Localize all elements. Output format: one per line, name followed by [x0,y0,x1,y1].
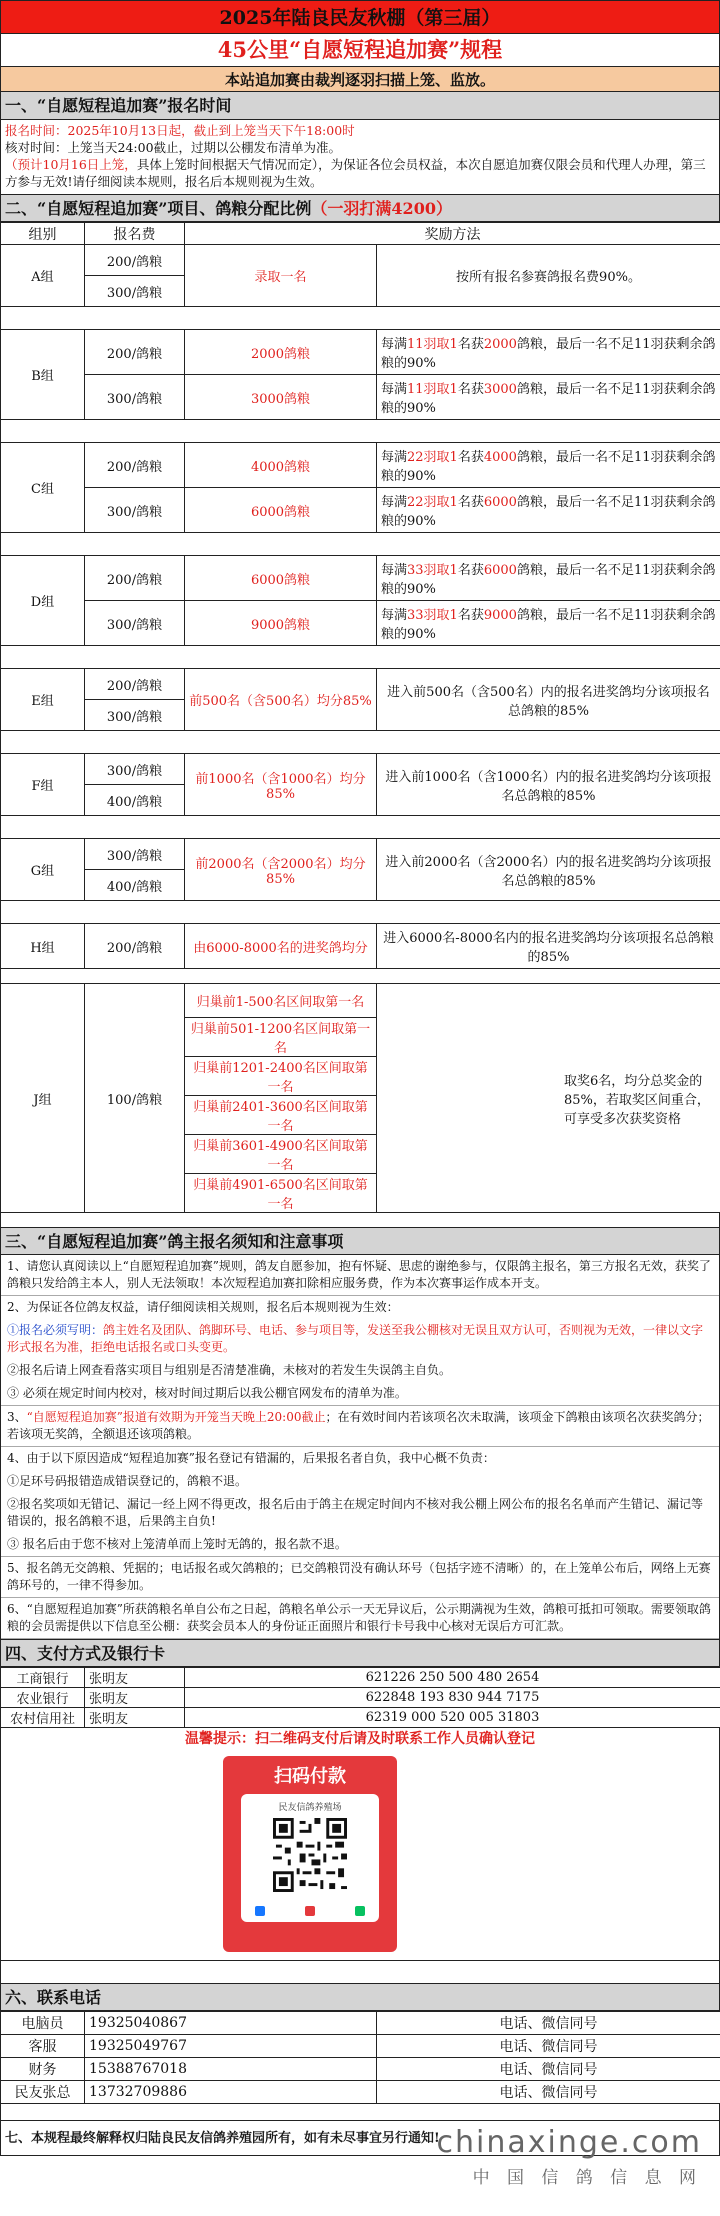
group-prize: 录取一名 [185,245,377,307]
group-fee: 200/鸽粮 [85,245,185,276]
method-part: 6000 [483,563,517,578]
j-range: 归巢前3601-4900名区间取第一名 [185,1135,377,1174]
group-prize: 前500名（含500名）均分85% [185,669,377,731]
group-fee: 200/鸽粮 [85,556,185,601]
group-fee: 300/鸽粮 [85,839,185,870]
group-method [377,330,720,375]
group-prize: 由6000-8000名的进奖鸽均分 [185,924,377,969]
method-part: 22羽取1 [407,450,458,465]
group-method [377,488,720,533]
contact-role: 财务 [1,2058,85,2081]
main-title: 45公里“自愿短程追加赛”规程 [0,34,720,66]
card-number[interactable]: 62319 000 520 005 31803 [185,1708,720,1728]
bank-table [0,1667,720,1728]
method-part: 鸽粮，最后一名不足11羽获剩余鸽粮的90% [381,337,716,371]
method-part: 3000 [483,382,517,397]
method-part: 2000 [483,337,517,352]
group-prize: 6000鸽粮 [185,556,377,601]
group-fee: 200/鸽粮 [85,924,185,969]
method-part: 9000 [483,608,517,623]
group-fee: 200/鸽粮 [85,669,185,700]
section1-note-red: （预计10月16日上笼， [5,157,137,172]
j-range: 归巢前2401-3600名区间取第一名 [185,1096,377,1135]
group-method: 进入6000名-8000名内的报名进奖鸽均分该项报名总鸽粮的85% [377,924,720,969]
contact-role: 客服 [1,2035,85,2058]
note-4a: ①足环号码报错造成错误登记的，鸽粮不退。 [7,1474,248,1488]
col-method-header: 奖励方法 [185,223,720,245]
qr-caption: 民友信鸽养殖场 [278,1803,342,1813]
group-name: E组 [1,669,85,731]
section6-heading: 六、联系电话 [0,1983,720,2011]
j-range: 归巢前1-500名区间取第一名 [185,984,377,1018]
method-part: 每满 [381,450,408,465]
note-4: 4、由于以下原因造成“短程追加赛”报名登记有错漏的，后果报名者自负，我中心概不负责： [7,1451,495,1465]
card-number[interactable]: 622848 193 830 944 7175 [185,1688,720,1708]
notes-block [0,1255,720,1639]
note-2a [1,1319,719,1359]
group-fee: 400/鸽粮 [85,870,185,901]
wechat-icon [355,1906,365,1916]
qr-title: 扫码付款 [274,1766,346,1787]
group-method: 进入前500名（含500名）内的报名进奖鸽均分该项报名总鸽粮的85% [377,669,720,731]
note-4c: ③ 报名后由于您不核对上笼清单而上笼时无鸽的，报名款不退。 [1,1533,719,1557]
group-method [377,556,720,601]
method-part: 11羽取1 [407,382,458,397]
contact-role: 民友张总 [1,2081,85,2104]
group-method [377,601,720,646]
note-5: 5、报名鸽无交鸽粮、凭据的；电话报名或欠鸽粮的；已交鸽粮罚没有确认环号（包括字迹不清晰）的，在上笼单公布后，网络上无赛鸽环号的，一律不得参加。 [1,1557,719,1598]
section2-heading-text: 二、“自愿短程追加赛”项目、鸽粮分配比例 [5,199,312,218]
method-part: 鸽粮，最后一名不足11羽获剩余鸽粮的90% [381,382,716,416]
method-part: 11羽取1 [407,337,458,352]
group-prize: 2000鸽粮 [185,330,377,375]
method-part: 33羽取1 [407,608,458,623]
col-fee-header: 报名费 [85,223,185,245]
top-title: 2025年陆良民友秋棚（第三届） [0,0,720,34]
footer-note: 七、本规程最终解释权归陆良民友信鸽养殖园所有，如有未尽事宜另行通知! [0,2120,720,2156]
j-range: 归巢前1201-2400名区间取第一名 [185,1057,377,1096]
group-fee: 300/鸽粮 [85,488,185,533]
unionpay-icon [305,1906,315,1916]
method-part: 鸽粮，最后一名不足11羽获剩余鸽粮的90% [381,608,716,642]
method-part: 名获 [457,450,484,465]
group-prize: 3000鸽粮 [185,375,377,420]
note-1: 1、请您认真阅读以上“自愿短程追加赛”规则，鸽友自愿参加，抱有怀疑、思虑的谢绝参与，仅限鸽主报名，第三方报名无效，获奖了鸽粮只发给鸽主本人，别人无法领取！本次短程追加赛扣除相应服务费，作为本次赛事运作成本开支。 [1,1255,719,1296]
payment-app-icons [255,1906,365,1916]
method-part: 每满 [381,337,408,352]
group-name: C组 [1,443,85,533]
contact-phone[interactable]: 15388767018 [85,2058,377,2081]
section4-heading: 四、支付方式及银行卡 [0,1639,720,1667]
group-name: H组 [1,924,85,969]
prize-table [0,222,720,1213]
spacer [0,2104,720,2120]
contact-phone[interactable]: 19325049767 [85,2035,377,2058]
contact-note: 电话、微信同号 [377,2058,720,2081]
contact-note: 电话、微信同号 [377,2012,720,2035]
note-3 [1,1406,719,1447]
account-holder: 张明友 [85,1708,185,1728]
group-prize: 前1000名（含1000名）均分85% [185,754,377,816]
method-part: 每满 [381,608,408,623]
group-method [377,984,720,1213]
note-3-pre: 3、 [7,1410,27,1424]
section1-note-rest: 具体上笼时间根据天气情况而定），为保证各位会员权益，本次自愿追加赛仅限会员和代理人办理，第三方参与无效!请仔细阅读本规则，报名后本规则视为生效。 [5,157,706,189]
group-prize: 4000鸽粮 [185,443,377,488]
method-part: 鸽粮，最后一名不足11羽获剩余鸽粮的90% [381,495,716,529]
group-fee: 200/鸽粮 [85,330,185,375]
method-part: 名获 [457,495,484,510]
bank-name: 农村信用社 [1,1708,85,1728]
note-2c: ③ 必须在规定时间内校对，核对时间过期后以我公棚官网发布的清单为准。 [1,1382,719,1406]
watermark-cn: 中 国 信 鸽 信 息 网 [472,2168,702,2188]
section3-heading: 三、“自愿短程追加赛”鸽主报名须知和注意事项 [0,1227,720,1255]
subtitle: 本站追加赛由裁判逐羽扫描上笼、监放。 [0,66,720,92]
group-method: 进入前1000名（含1000名）内的报名进奖鸽均分该项报名总鸽粮的85% [377,754,720,816]
group-prize: 6000鸽粮 [185,488,377,533]
method-part: 22羽取1 [407,495,458,510]
method-part: 名获 [457,337,484,352]
group-fee: 200/鸽粮 [85,443,185,488]
group-prize: 前2000名（含2000名）均分85% [185,839,377,901]
group-name: D组 [1,556,85,646]
j-range: 归巢前501-1200名区间取第一名 [185,1018,377,1057]
section1-note [1,156,719,190]
group-fee: 300/鸽粮 [85,276,185,307]
bank-name: 工商银行 [1,1668,85,1688]
note-2a-red: 鸽主姓名及团队、鸽脚环号、电话、参与项目等，发送至我公棚核对无误且双方认可，否则视为无效，一律以文字形式报名为准，拒绝电话报名或口头变更。 [7,1323,704,1354]
method-part: 名获 [457,563,484,578]
payment-tip: 温馨提示：扫二维码支付后请及时联系工作人员确认登记 [0,1728,720,1750]
contact-table [0,2011,720,2104]
qr-code-icon[interactable] [273,1818,347,1892]
qr-panel [241,1794,379,1922]
method-part: 6000 [483,495,517,510]
verify-time: 核对时间：上笼当天24:00截止，过期以公棚发布清单为准。 [5,140,342,155]
account-holder: 张明友 [85,1668,185,1688]
qr-section [0,1750,720,1960]
alipay-icon [255,1906,265,1916]
contact-note: 电话、微信同号 [377,2035,720,2058]
method-part: 名获 [457,608,484,623]
section2-heading-red: （一羽打满4200） [311,199,452,218]
group-fee: 300/鸽粮 [85,700,185,731]
method-part: 鸽粮，最后一名不足11羽获剩余鸽粮的90% [381,450,716,484]
method-part: 4000 [483,450,517,465]
group-name: J组 [1,984,85,1213]
section2-heading [0,194,720,222]
bank-name: 农业银行 [1,1688,85,1708]
method-part: 每满 [381,495,408,510]
group-name: A组 [1,245,85,307]
method-part: 每满 [381,382,408,397]
note-3-rest: ；在有效时间内若该项名次未取满，该项金下鸽粮由该项名次获奖鸽分；若该项无奖鸽，全额退还该项鸽粮。 [7,1410,710,1441]
contact-phone[interactable]: 13732709886 [85,2081,377,2104]
group-method [377,443,720,488]
method-part: 鸽粮，最后一名不足11羽获剩余鸽粮的90% [381,563,716,597]
note-2a-blue: ①报名必须写明： [7,1323,104,1337]
j-method: 取奖6名，均分总奖金的85%，若取奖区间重合，可享受多次获奖资格 [564,1073,710,1127]
note-2b: ②报名后请上网查看落实项目与组别是否清楚准确，未核对的若发生失误鸽主自负。 [7,1363,452,1377]
col-group-header: 组别 [1,223,85,245]
contact-note: 电话、微信同号 [377,2081,720,2104]
method-part: 33羽取1 [407,563,458,578]
account-holder: 张明友 [85,1688,185,1708]
note-4b: ②报名奖项如无错记、漏记一经上网不得更改，报名后由于鸽主在规定时间内不核对我公棚上网公布的报名名单而产生错记、漏记等错误的，报名鸽粮不退，后果鸽主自负! [7,1497,704,1528]
group-name: F组 [1,754,85,816]
section1-heading: 一、“自愿短程追加赛”报名时间 [0,92,720,120]
group-method [377,375,720,420]
group-name: G组 [1,839,85,901]
note-3-red: “自愿短程追加赛”报道有效期为开笼当天晚上20:00截止 [26,1410,326,1424]
group-fee: 100/鸽粮 [85,984,185,1213]
section1-body [0,120,720,194]
group-fee: 300/鸽粮 [85,601,185,646]
group-method: 按所有报名参赛鸽报名费90%。 [377,245,720,307]
qr-card [223,1756,397,1952]
group-fee: 300/鸽粮 [85,375,185,420]
contact-phone[interactable]: 19325040867 [85,2012,377,2035]
note-2: 2、为保证各位鸽友权益，请仔细阅读相关规则，报名后本规则视为生效： [7,1300,399,1314]
group-fee: 300/鸽粮 [85,754,185,785]
method-part: 名获 [457,382,484,397]
spacer [0,1960,720,1983]
card-number[interactable]: 621226 250 500 480 2654 [185,1668,720,1688]
spacer [0,1213,720,1227]
group-fee: 400/鸽粮 [85,785,185,816]
signup-time: 报名时间：2025年10月13日起，截止到上笼当天下午18:00时 [5,123,355,138]
watermark-url: chinaxinge.com [436,2125,702,2160]
j-range: 归巢前4901-6500名区间取第一名 [185,1174,377,1213]
contact-role: 电脑员 [1,2012,85,2035]
note-6: 6、“自愿短程追加赛”所获鸽粮名单自公布之日起，鸽粮名单公示一天无异议后，公示期满视为生效，鸽粮可抵扣可领取。需要领取鸽粮的会员需提供以下信息至公棚：获奖会员本人的身份证正面照片和银行卡号我中心核对无误后方可汇款。 [1,1598,719,1639]
group-name: B组 [1,330,85,420]
method-part: 每满 [381,563,408,578]
group-prize: 9000鸽粮 [185,601,377,646]
group-method: 进入前2000名（含2000名）内的报名进奖鸽均分该项报名总鸽粮的85% [377,839,720,901]
